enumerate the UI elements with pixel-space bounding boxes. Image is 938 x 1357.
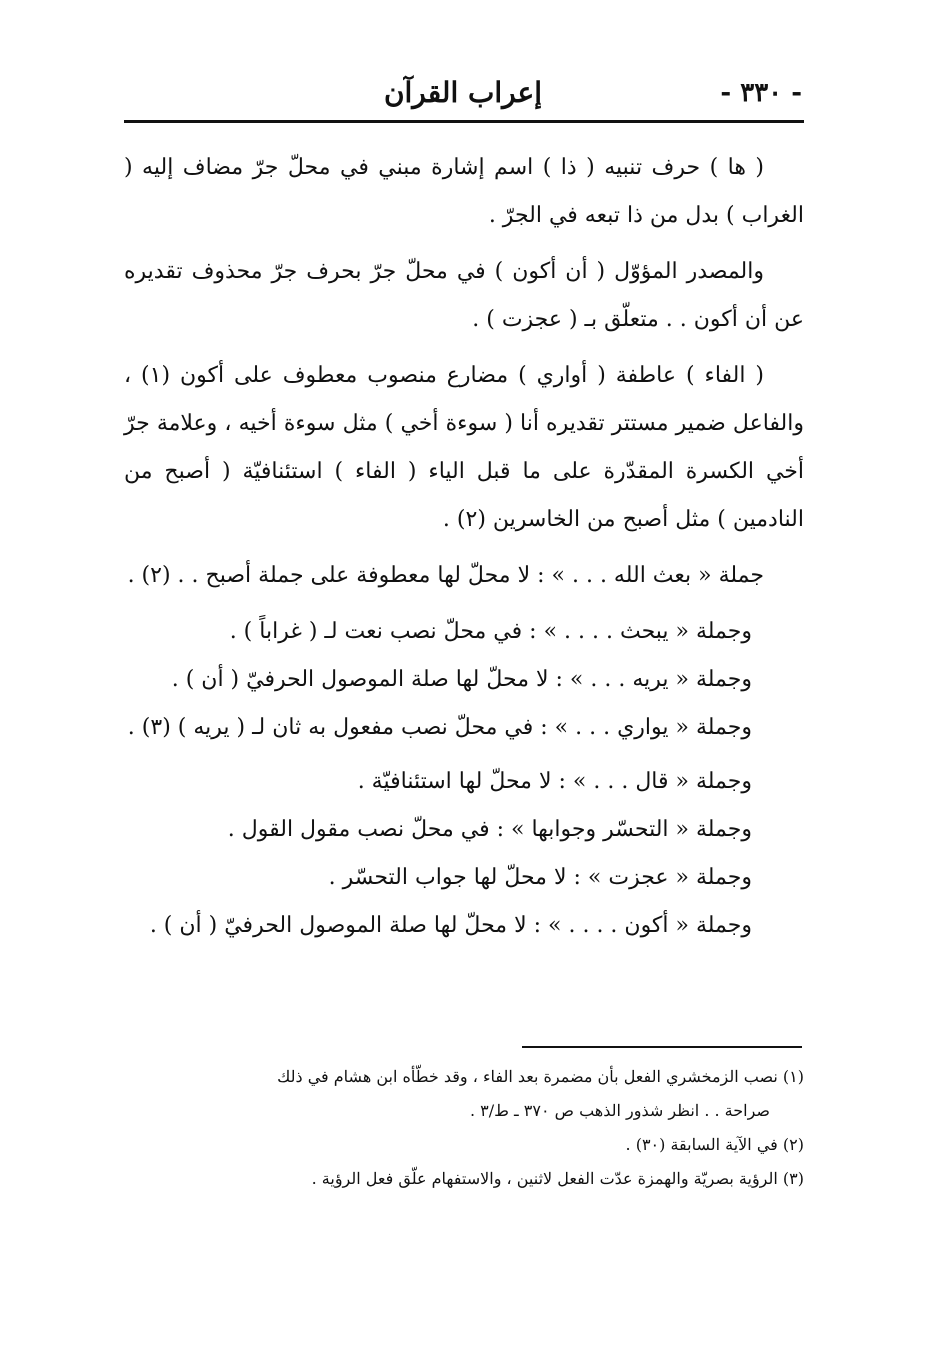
paragraph: ( الفاء ) عاطفة ( أواري ) مضارع منصوب معطوف على أكون (١) ، والفاعل ضمير مستتر تقديره أنا ( سوءة أخي ) مثل سوءة أخيه ، وعلامة جرّ أخي الكسرة المقدّرة على ما قبل الياء ( الفاء ) استئنافيّة ( أصبح من النادمين ) مثل أصبح من الخاسرين (٢) . xyxy=(124,363,804,532)
footnote-continuation: صراحة . . انظر شذور الذهب ص ٣٧٠ ـ ط/٣ . xyxy=(469,1101,770,1120)
paragraph: جملة « بعث الله . . . » : لا محلّ لها معطوفة على جملة أصبح . . (٢) . xyxy=(127,563,764,588)
footnote-text: (١) نصب الزمخشري الفعل بأن مضمرة بعد الفاء ، وقد خطّأه ابن هشام في ذلك xyxy=(277,1067,804,1086)
paragraph: وجملة « يواري . . . » : في محلّ نصب مفعول به ثان لـ ( يريه ) (٣) . xyxy=(127,715,752,740)
header-rule xyxy=(124,120,804,123)
paragraph: وجملة « أكون . . . . » : لا محلّ لها صلة الموصول الحرفيّ ( أن ) . xyxy=(149,913,752,938)
footnote xyxy=(124,1060,804,1128)
running-title: إعراب القرآن xyxy=(383,76,543,109)
paragraph: وجملة « يبحث . . . . » : في محلّ نصب نعت لـ ( غراباً ) . xyxy=(229,619,752,644)
footnote-text: (٢) في الآية السابقة (٣٠) . xyxy=(625,1135,804,1154)
footnote xyxy=(124,1128,804,1162)
paragraph: والمصدر المؤوّل ( أن أكون ) في محلّ جرّ بحرف جرّ محذوف تقديره عن أن أكون . . متعلّق بـ ( عجزت ) . xyxy=(124,259,804,332)
footnote-rule xyxy=(522,1046,802,1048)
paragraph: وجملة « عجزت » : لا محلّ لها جواب التحسّر . xyxy=(328,865,752,890)
footnote-text: (٣) الرؤية بصريّة والهمزة عدّت الفعل لاثنين ، والاستفهام علّق فعل الرؤية . xyxy=(311,1169,804,1188)
paragraph: وجملة « التحسّر وجوابها » : في محلّ نصب مقول القول . xyxy=(227,817,752,842)
page-number: - ٣٣٠ - xyxy=(720,78,802,108)
page-header xyxy=(124,66,802,120)
paragraph: ( ها ) حرف تنبيه ( ذا ) اسم إشارة مبني في محلّ جرّ مضاف إليه ( الغراب ) بدل من ذا تبعه في الجرّ . xyxy=(124,155,804,228)
footnotes xyxy=(124,1060,804,1196)
body-text xyxy=(124,144,804,950)
paragraph: وجملة « يريه . . . » : لا محلّ لها صلة الموصول الحرفيّ ( أن ) . xyxy=(171,667,752,692)
paragraph: وجملة « قال . . . » : لا محلّ لها استئنافيّة . xyxy=(357,769,752,794)
footnote xyxy=(124,1162,804,1196)
